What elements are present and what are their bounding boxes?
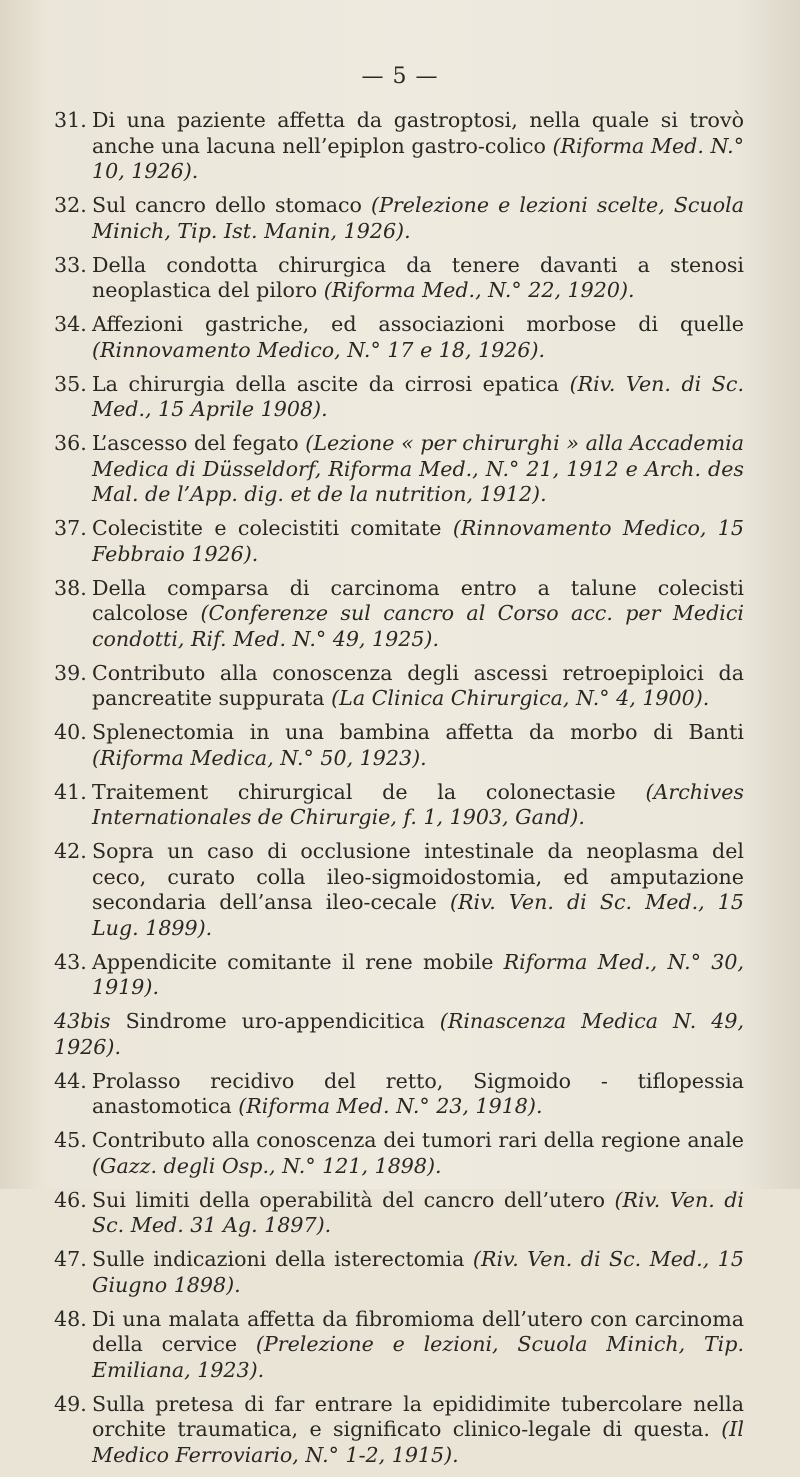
list-item	[54, 372, 744, 423]
list-item	[54, 1128, 744, 1179]
entry-title: Colecistite e colecistiti comitate	[92, 516, 453, 540]
entry-citation: (Prelezione e lezioni scelte, Scuola Minich, Tip. Ist. Manin, 1926).	[92, 193, 744, 243]
entry-title: Contributo alla conoscenza dei tumori rari della regione anale	[92, 1128, 744, 1152]
entry-number: 36.	[54, 431, 87, 455]
entry-citation: Riforma Med., N.° 30, 1919).	[92, 949, 744, 999]
entry-number: 43.	[54, 949, 87, 974]
entry-citation: (Prelezione e lezioni, Scuola Minich, Tip. Emiliana, 1923).	[92, 1332, 744, 1382]
entry-title: Sul cancro dello stomaco	[92, 193, 372, 217]
entry-number: 49.	[54, 1391, 87, 1416]
entry-number: 42.	[54, 839, 87, 863]
entry-citation: (Riforma Med. N.° 23, 1918).	[238, 1094, 543, 1118]
entry-number: 45.	[54, 1128, 87, 1152]
list-item	[54, 576, 744, 653]
list-item	[54, 950, 744, 1001]
entry-title: Di una malata affetta da fibromioma dell’utero con carcinoma della cervice	[92, 1306, 744, 1356]
entry-citation: (Rinascenza Medica N. 49, 1926).	[54, 1009, 745, 1059]
entry-citation: (Riforma Medica, N.° 50, 1923).	[92, 745, 427, 770]
entry-number: 31.	[54, 108, 87, 132]
entry-title: Contributo alla conoscenza degli ascessi retroepiploici da pancreatite suppurata	[92, 660, 744, 710]
entry-title: Della condotta chirurgica da tenere davanti a stenosi neoplastica del piloro	[92, 252, 744, 302]
list-item	[54, 1392, 744, 1469]
entry-title: Sulla pretesa di far entrare la epididimite tubercolare nella orchite traumatica, e significato clinico-legale di questa.	[92, 1391, 744, 1441]
entry-citation: (Riv. Ven. di Sc. Med., 15 Aprile 1908).	[92, 371, 744, 421]
list-item	[54, 253, 744, 304]
list-item	[54, 312, 744, 363]
list-item	[54, 780, 744, 831]
entry-title: Splenectomia in una bambina affetta da morbo di Banti	[92, 720, 744, 744]
entry-citation: (Il Medico Ferroviario, N.° 1-2, 1915).	[92, 1417, 744, 1467]
entry-title: Della comparsa di carcinoma entro a talune colecisti calcolose	[92, 575, 744, 625]
list-item	[54, 431, 744, 508]
entry-title: Sui limiti della operabilità del cancro dell’utero	[92, 1187, 615, 1212]
entry-number: 38.	[54, 575, 87, 600]
entry-number: 47.	[54, 1247, 87, 1271]
entry-title: Sopra un caso di occlusione intestinale da neoplasma del ceco, curato colla ileo-sigmoidostomia, ed amputazione secondaria dell’ansa ileo-cecale	[92, 839, 744, 914]
list-item	[54, 720, 744, 771]
list-item	[54, 516, 744, 567]
entry-number: 43bis	[54, 1009, 111, 1033]
entry-title: Prolasso recidivo del retto, Sigmoido - tiflopessia anastomotica	[92, 1068, 744, 1118]
entry-number: 41.	[54, 779, 87, 804]
entry-citation: (Riv. Ven. di Sc. Med., 15 Giugno 1898).	[92, 1247, 744, 1297]
list-item	[54, 1307, 744, 1384]
entry-number: 37.	[54, 516, 87, 540]
entry-citation: (Riv. Ven. di Sc. Med., 15 Lug. 1899).	[92, 890, 744, 940]
entry-title: La chirurgia della ascite da cirrosi epatica	[92, 371, 570, 396]
bibliography-list	[54, 108, 744, 1477]
page-number: — 5 —	[361, 64, 439, 89]
list-item	[54, 1188, 744, 1239]
entry-citation: (Riv. Ven. di Sc. Med. 31 Ag. 1897).	[92, 1187, 744, 1237]
entry-number: 33.	[54, 252, 87, 277]
entry-title: Di una paziente affetta da gastroptosi, nella quale si trovò anche una lacuna nell’epiplon gastro-colico	[92, 108, 744, 158]
entry-number: 40.	[54, 720, 87, 744]
entry-number: 46.	[54, 1187, 87, 1212]
entry-number: 39.	[54, 660, 87, 685]
list-item	[54, 108, 744, 185]
entry-citation: (Archives Internationales de Chirurgie, f. 1, 1903, Gand).	[92, 779, 744, 829]
list-item	[54, 1069, 744, 1120]
entry-title: Affezioni gastriche, ed associazioni morbose di quelle	[92, 312, 744, 336]
entry-citation: (Rinnovamento Medico, 15 Febbraio 1926).	[92, 516, 744, 566]
entry-title: Sindrome uro-appendicitica	[125, 1009, 440, 1033]
entry-number: 44.	[54, 1068, 87, 1093]
entry-citation: (Riforma Med. N.° 10, 1926).	[92, 133, 744, 183]
entry-number: 34.	[54, 312, 87, 336]
entry-citation: (Lezione « per chirurghi » alla Accademia Medica di Düsseldorf, Riforma Med., N.° 21, 1912 e Arch. des Mal. de l’App. dig. et de la nutrition, 1912).	[92, 431, 744, 506]
list-item	[54, 661, 744, 712]
entry-number: 35.	[54, 371, 87, 396]
entry-title: L’ascesso del fegato	[92, 431, 306, 455]
list-item	[54, 839, 744, 941]
entry-citation: (Gazz. degli Osp., N.° 121, 1898).	[92, 1153, 442, 1178]
entry-citation: (Riforma Med., N.° 22, 1920).	[323, 278, 635, 302]
list-item	[54, 1247, 744, 1298]
entry-citation: (La Clinica Chirurgica, N.° 4, 1900).	[331, 686, 710, 710]
entry-title: Traitement chirurgical de la colonectasie	[92, 779, 646, 804]
entry-number: 48.	[54, 1306, 87, 1331]
entry-citation: (Rinnovamento Medico, N.° 17 e 18, 1926).	[92, 337, 546, 362]
entry-citation: (Conferenze sul cancro al Corso acc. per Medici condotti, Rif. Med. N.° 49, 1925).	[92, 601, 744, 651]
list-item	[54, 193, 744, 244]
entry-number: 32.	[54, 193, 87, 217]
list-item	[54, 1009, 744, 1060]
entry-title: Appendicite comitante il rene mobile	[92, 949, 504, 974]
entry-title: Sulle indicazioni della isterectomia	[92, 1247, 473, 1271]
